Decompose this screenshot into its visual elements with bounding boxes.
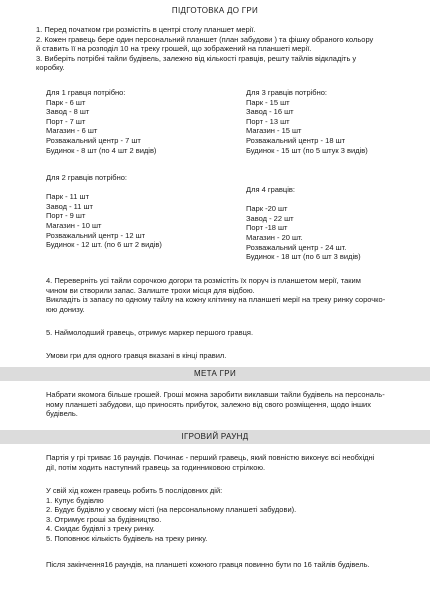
list-item: Будинок - 18 шт (по 6 шт 3 видів) (246, 252, 361, 262)
actions-title: У свій хід кожен гравець робить 5 послідовних дій: (46, 486, 223, 495)
setup-step-5: 5. Наймолодший гравець, отримує маркер першого гравця. (46, 328, 254, 337)
round-line: дії, потім ходить наступний гравець за годинниковою стрілкою. (46, 462, 266, 472)
list-item: 5. Поповнює кількість будівель на треку ринку. (46, 533, 208, 543)
setup-step-4 (46, 276, 406, 314)
list-item: Парк -20 шт (246, 204, 288, 214)
goal-line: будівель. (46, 409, 78, 419)
list-item: Розважальний центр - 7 шт (46, 135, 141, 145)
round-line: Партія у грі триває 16 раундів. Починає - перший гравець, який повністю виконує всі необхідні (46, 453, 375, 462)
step-line: чином ви створили запас. Залиште трохи місця для відбою. (46, 285, 255, 295)
actions-block (46, 486, 406, 544)
list-item: Магазин - 6 шт (46, 126, 98, 136)
list-item: Порт - 9 шт (46, 211, 86, 221)
list-item: Будинок - 15 шт (по 5 штук 3 видів) (246, 145, 368, 155)
list-item: Порт - 13 шт (246, 116, 290, 126)
round-intro (46, 453, 406, 472)
list-item: Парк - 6 шт (46, 97, 86, 107)
list-item: Порт - 7 шт (46, 116, 86, 126)
list-item: Будинок - 8 шт (по 4 шт 2 видів) (46, 145, 157, 155)
list-item: Завод - 16 шт (246, 107, 294, 117)
goal-text (46, 390, 406, 419)
list-item: Завод - 11 шт (46, 201, 93, 211)
list-item: Парк - 15 шт (246, 97, 290, 107)
players-3-title: Для 3 гравців потрібно: (246, 88, 327, 97)
list-item: Магазин - 20 шт. (246, 232, 303, 242)
list-item: Розважальний центр - 24 шт. (246, 242, 347, 252)
players-4-title: Для 4 гравців: (246, 185, 295, 194)
step-line: Викладіть із запасу по одному тайлу на кожну клітинку на планшеті мерії на треку ринку сорочко- (46, 295, 386, 305)
players-3-list (246, 88, 430, 155)
list-item: Завод - 22 шт (246, 213, 294, 223)
step-line: 4. Переверніть усі тайли сорочкою догори та розмістіть їх поруч із планшетом мерії, таким (46, 276, 361, 285)
list-item: Завод - 8 шт (46, 107, 90, 117)
ending-note: Після закінчення16 раундів, на планшеті кожного гравця повинно бути по 16 тайлів будівель. (46, 560, 370, 569)
players-1-title: Для 1 гравця потрібно: (46, 88, 126, 97)
list-item: Парк - 11 шт (46, 192, 90, 202)
list-item: 2. Будує будівлю у своєму місті (на персональному планшеті забудови). (46, 505, 297, 515)
list-item: 4. Скидає будівлі з треку ринку. (46, 524, 155, 534)
round-banner: ІГРОВИЙ РАУНД (0, 430, 430, 444)
setup-step-line: й ставить її на розподіл 10 на треку грошей, що зображений на планшеті мерії. (36, 44, 312, 54)
list-item: Магазин - 10 шт (46, 220, 102, 230)
list-item: Будинок - 12 шт. (по 6 шт 2 видів) (46, 240, 162, 250)
setup-step-line: коробку. (36, 63, 65, 73)
goal-line: ному планшеті забудови, що приносять прибуток, залежно від свого розміщення, щодо інших (46, 399, 372, 409)
setup-step-line: 2. Кожен гравець бере один персональний планшет (план забудови ) та фішку обраного кольору (36, 34, 374, 44)
list-item: 3. Отримує гроші за будівництво. (46, 514, 162, 524)
players-4-list (246, 185, 430, 262)
players-2-title: Для 2 гравців потрібно: (46, 173, 127, 182)
setup-step-line: 3. Виберіть потрібні тайли будівель, залежно від кількості гравців, решту тайлів відкладіть у (36, 53, 357, 63)
list-item: Розважальний центр - 18 шт (246, 135, 346, 145)
players-2-list (46, 173, 246, 250)
goal-line: Набрати якомога більше грошей. Гроші можна заробити виклавши тайли будівель на персональ- (46, 390, 385, 399)
players-1-list (46, 88, 246, 155)
setup-step-line: 1. Перед початком гри розмістіть в центрі столу планшет мерії. (36, 25, 256, 34)
setup-heading: ПІДГОТОВКА ДО ГРИ (171, 6, 259, 15)
list-item: Порт -18 шт (246, 223, 288, 233)
list-item: Магазин - 15 шт (246, 126, 302, 136)
list-item: Розважальний центр - 12 шт (46, 230, 146, 240)
single-player-note: Умови гри для одного гравця вказані в кінці правил. (46, 351, 227, 360)
list-item: 1. Купує будівлю (46, 495, 104, 505)
goal-banner: МЕТА ГРИ (0, 367, 430, 381)
step-line: юю донизу. (46, 304, 85, 314)
setup-steps (36, 25, 406, 73)
